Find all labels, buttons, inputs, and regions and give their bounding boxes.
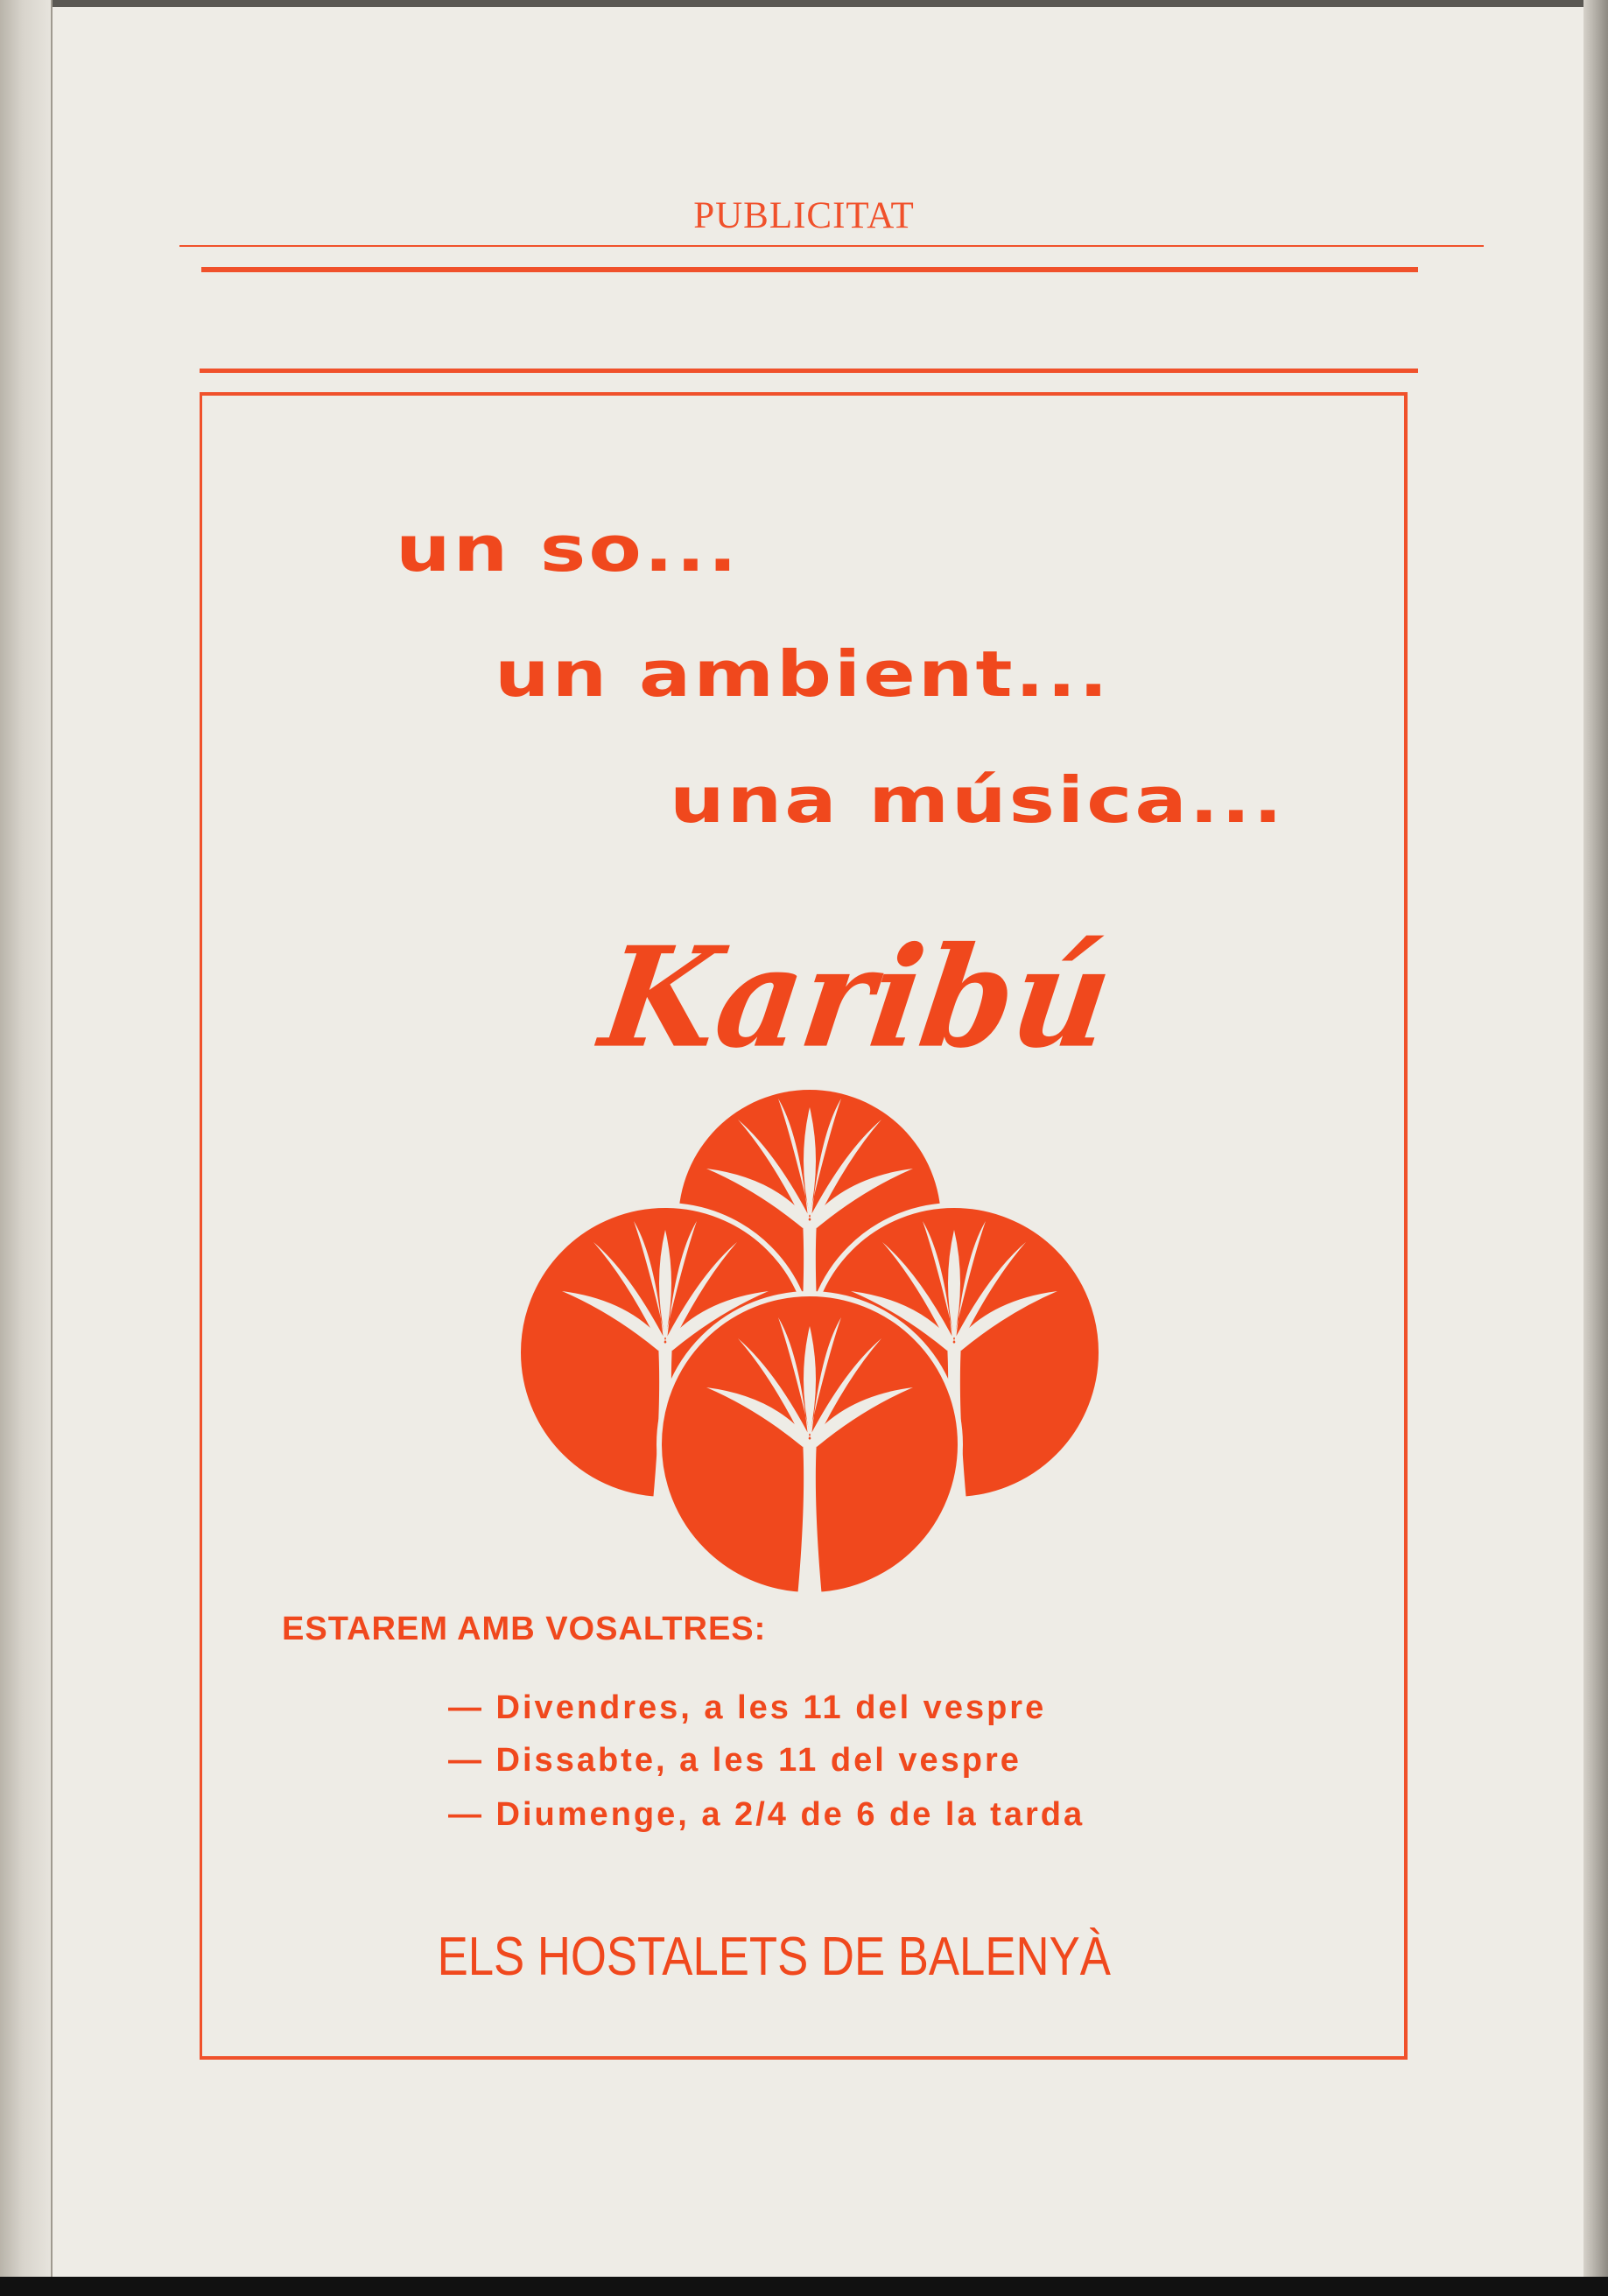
page-top-edge (0, 0, 1608, 7)
page-bottom-edge (0, 2277, 1608, 2296)
slogan-line-3: una música... (670, 763, 1286, 838)
location-text: ELS HOSTALETS DE BALENYÀ (437, 1927, 1111, 1987)
page-right-edge (1583, 0, 1608, 2296)
header-rule-thick (201, 267, 1418, 272)
slogan-line-2: un ambient... (495, 637, 1111, 712)
page-spine (0, 0, 53, 2296)
karibu-logo (477, 1090, 1142, 1597)
slogan-line-1: un so... (396, 512, 741, 586)
schedule-item-saturday: — Dissabte, a les 11 del vespre (448, 1742, 1022, 1779)
schedule-item-sunday: — Diumenge, a 2/4 de 6 de la tarda (448, 1796, 1085, 1833)
header-rule-thin (179, 245, 1484, 247)
section-title: PUBLICITAT (693, 195, 915, 236)
header-rule-lower (200, 369, 1418, 373)
schedule-item-friday: — Divendres, a les 11 del vespre (448, 1689, 1047, 1726)
brand-name: Karibú (593, 916, 1121, 1079)
info-heading: ESTAREM AMB VOSALTRES: (282, 1611, 767, 1647)
